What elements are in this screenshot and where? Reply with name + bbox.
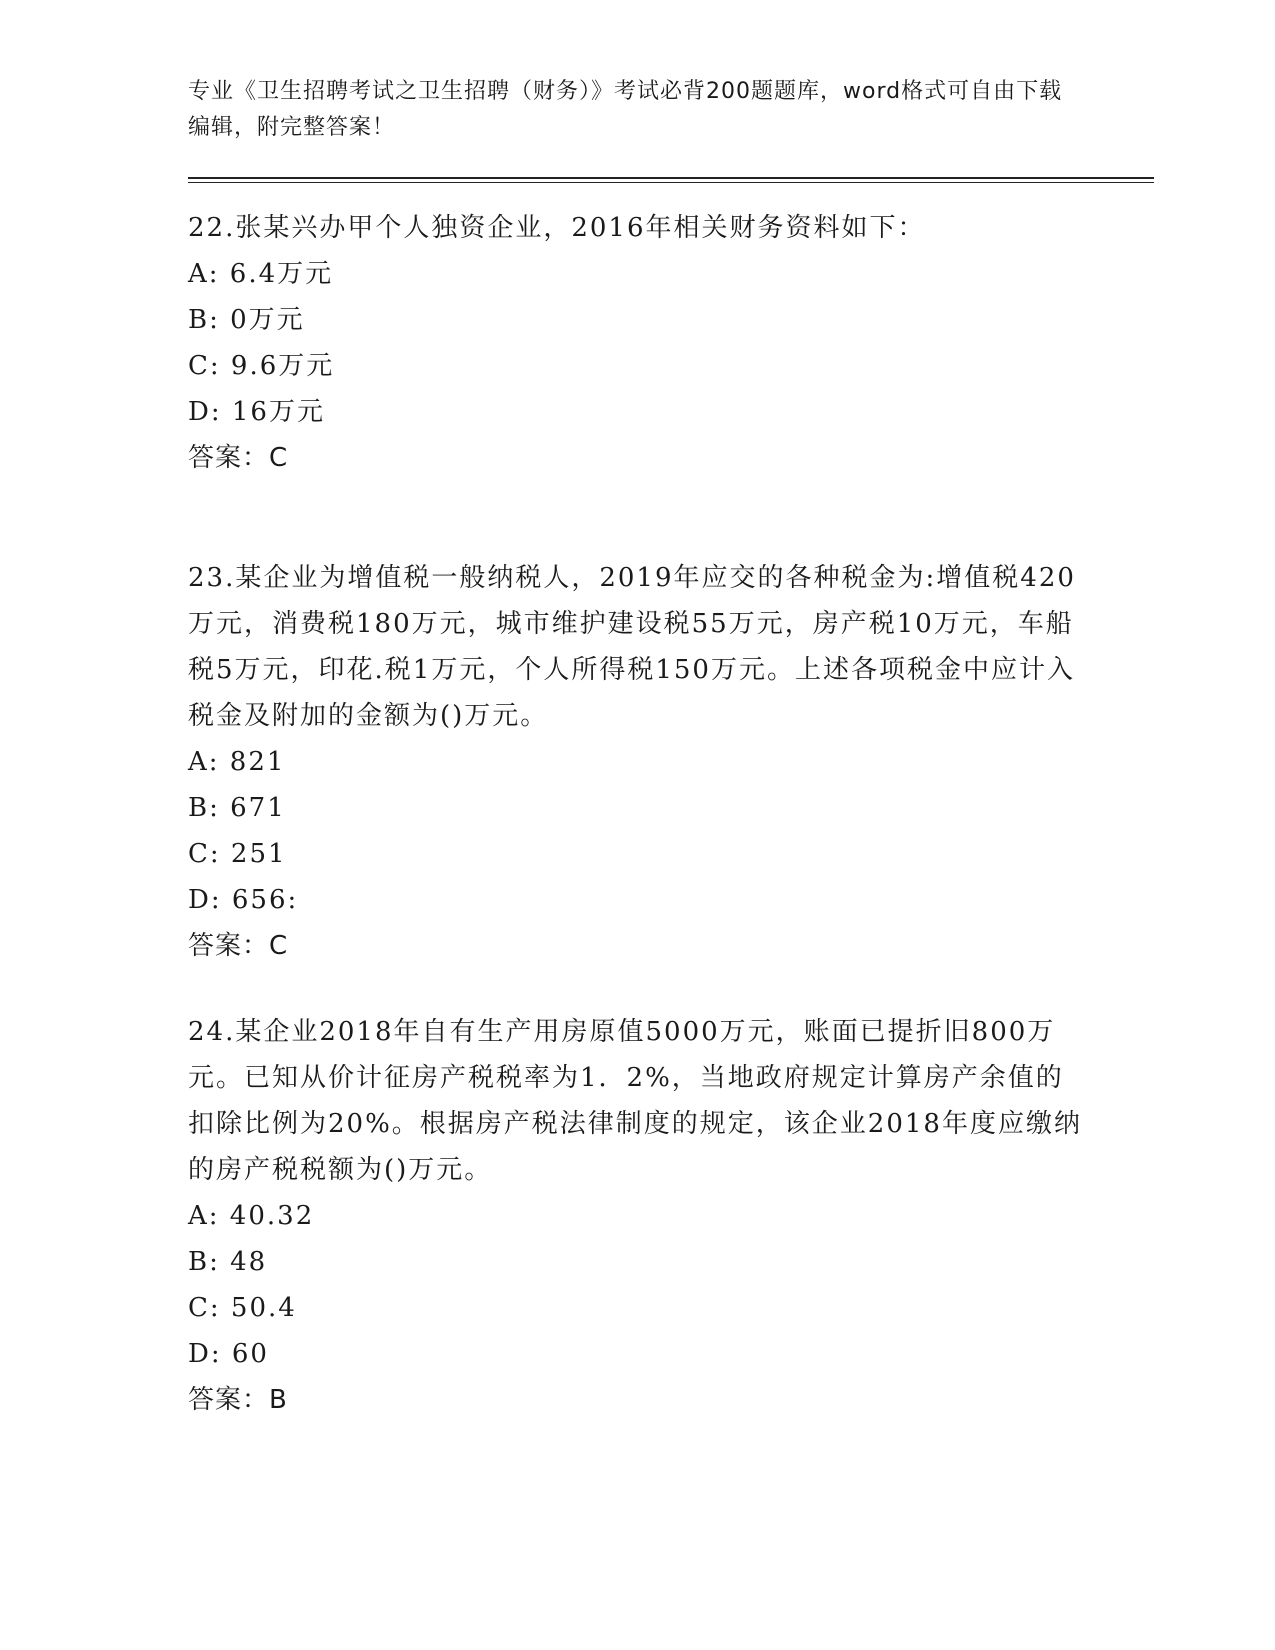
- option-d: D: 656:: [188, 885, 299, 915]
- option-b: B: 0万元: [188, 305, 305, 335]
- answer-label: 答案：C: [188, 931, 289, 961]
- header-divider-thick: [188, 177, 1154, 179]
- answer-label: 答案：C: [188, 443, 289, 473]
- question-stem: 24.某企业2018年自有生产用房原值5000万元，账面已提折旧800万元。已知从价计征房产税税率为1．2%，当地政府规定计算房产余值的扣除比例为20%。根据房产税法律制度的规定，该企业2018年度应缴纳的房产税税额为()万元。: [188, 1017, 1082, 1185]
- option-a: A: 6.4万元: [188, 259, 334, 289]
- option-b: B: 48: [188, 1247, 268, 1277]
- option-c: C: 50.4: [188, 1293, 297, 1323]
- question-22: [188, 205, 1088, 481]
- question-23: [188, 555, 1088, 969]
- option-a: A: 40.32: [188, 1201, 315, 1231]
- question-stem: 22.张某兴办甲个人独资企业，2016年相关财务资料如下：: [188, 213, 926, 243]
- question-24: [188, 1009, 1088, 1423]
- option-a: A: 821: [188, 747, 286, 777]
- document-header: 专业《卫生招聘考试之卫生招聘（财务）》考试必背200题题库，word格式可自由下载编辑，附完整答案！: [188, 79, 1063, 140]
- option-c: C: 9.6万元: [188, 351, 335, 381]
- header-divider-thin: [188, 182, 1154, 183]
- option-d: D: 16万元: [188, 397, 325, 427]
- option-c: C: 251: [188, 839, 287, 869]
- option-b: B: 671: [188, 793, 286, 823]
- question-stem: 23.某企业为增值税一般纳税人，2019年应交的各种税金为:增值税420万元，消费税180万元，城市维护建设税55万元，房产税10万元，车船税5万元，印花.税1万元，个人所得税150万元。上述各项税金中应计入税金及附加的金额为()万元。: [188, 563, 1076, 731]
- option-d: D: 60: [188, 1339, 269, 1369]
- answer-label: 答案：B: [188, 1385, 288, 1415]
